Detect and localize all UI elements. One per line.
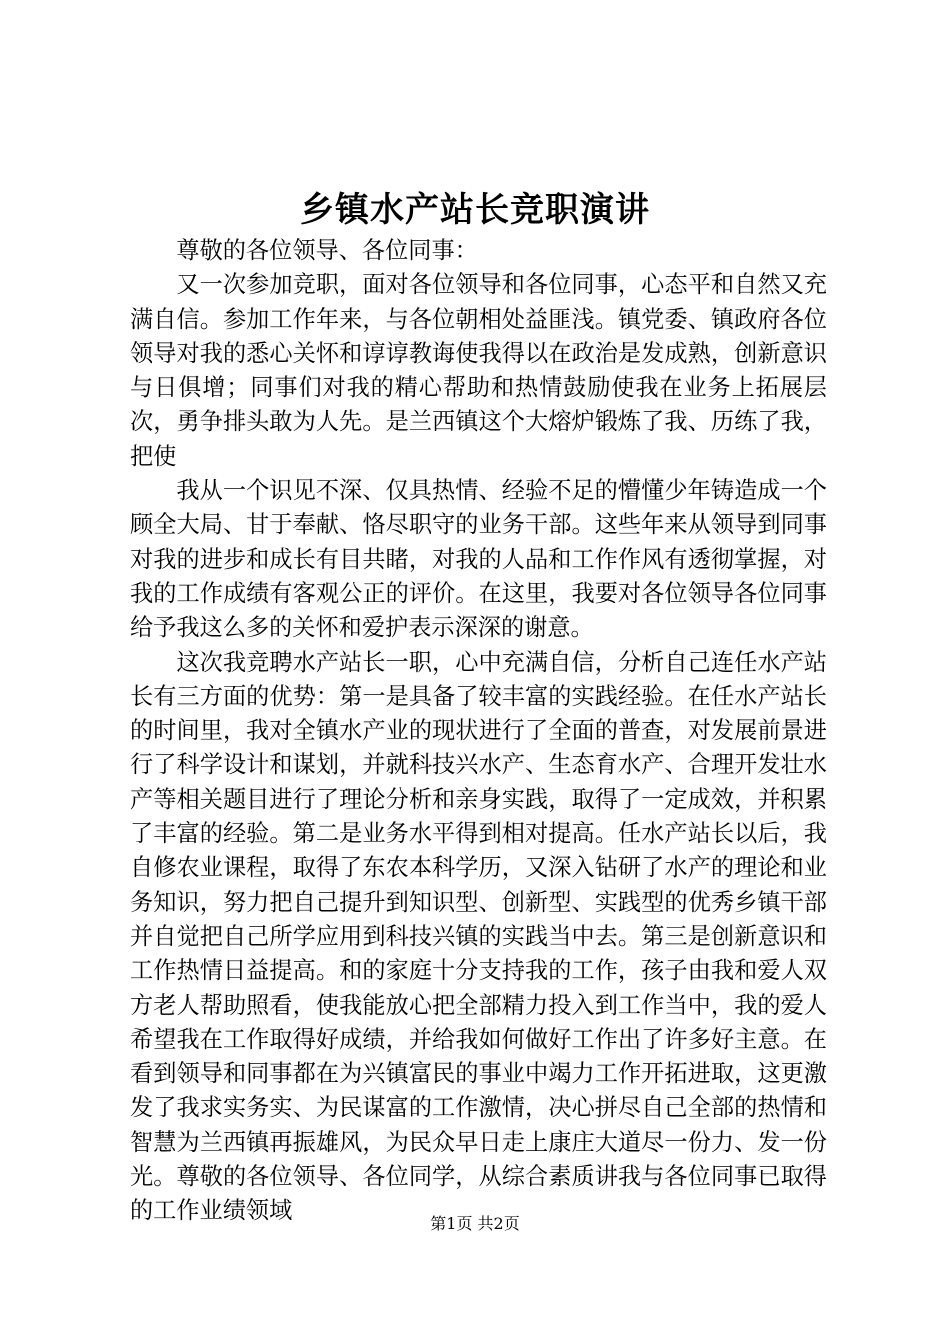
document-body (130, 234, 827, 1229)
paragraph-2: 我从一个识见不深、仅具热情、经验不足的懵懂少年铸造成一个顾全大局、甘于奉献、恪尽职守的业务干部。这些年来从领导到同事对我的进步和成长有目共睹，对我的人品和工作作风有透彻掌握，对我的工作成绩有客观公正的评价。在这里，我要对各位领导各位同事给予我这么多的关怀和爱护表示深深的谢意。 (130, 477, 827, 642)
paragraph-3: 这次我竞聘水产站长一职，心中充满自信，分析自己连任水产站长有三方面的优势：第一是具备了较丰富的实践经验。在任水产站长的时间里，我对全镇水产业的现状进行了全面的普查，对发展前景进行了科学设计和谋划，并就科技兴水产、生态育水产、合理开发壮水产等相关题目进行了理论分析和亲身实践，取得了一定成效，并积累了丰富的经验。第二是业务水平得到相对提高。任水产站长以后，我自修农业课程，取得了东农本科学历，又深入钻研了水产的理论和业务知识，努力把自己提升到知识型、创新型、实践型的优秀乡镇干部并自觉把自己所学应用到科技兴镇的实践当中去。第三是创新意识和工作热情日益提高。和的家庭十分支持我的工作，孩子由我和爱人双方老人帮助照看，使我能放心把全部精力投入到工作当中，我的爱人希望我在工作取得好成绩，并给我如何做好工作出了许多好主意。在看到领导和同事都在为兴镇富民的事业中竭力工作开拓进取，这更激发了我求实务实、为民谋富的工作激情，决心拼尽自己全部的热情和智慧为兰西镇再振雄风，为民众早日走上康庄大道尽一份力、发一份光。尊敬的各位领导、各位同学，从综合素质讲我与各位同事已取得的工作业绩领域 (130, 648, 827, 1225)
document-title: 乡镇水产站长竞职演讲 (300, 190, 650, 230)
page-footer: 第1页 共2页 (430, 1214, 520, 1233)
paragraph-salutation: 尊敬的各位领导、各位同事： (176, 237, 478, 264)
paragraph-1: 又一次参加竞职，面对各位领导和各位同事，心态平和自然又充满自信。参加工作年来，与各位朝相处益匪浅。镇党委、镇政府各位领导对我的悉心关怀和谆谆教诲使我得以在政治是发成熟，创新意识与日俱增；同事们对我的精心帮助和热情鼓励使我在业务上拓展层次，勇争排头敢为人先。是兰西镇这个大熔炉锻炼了我、历练了我，把使 (130, 271, 827, 470)
